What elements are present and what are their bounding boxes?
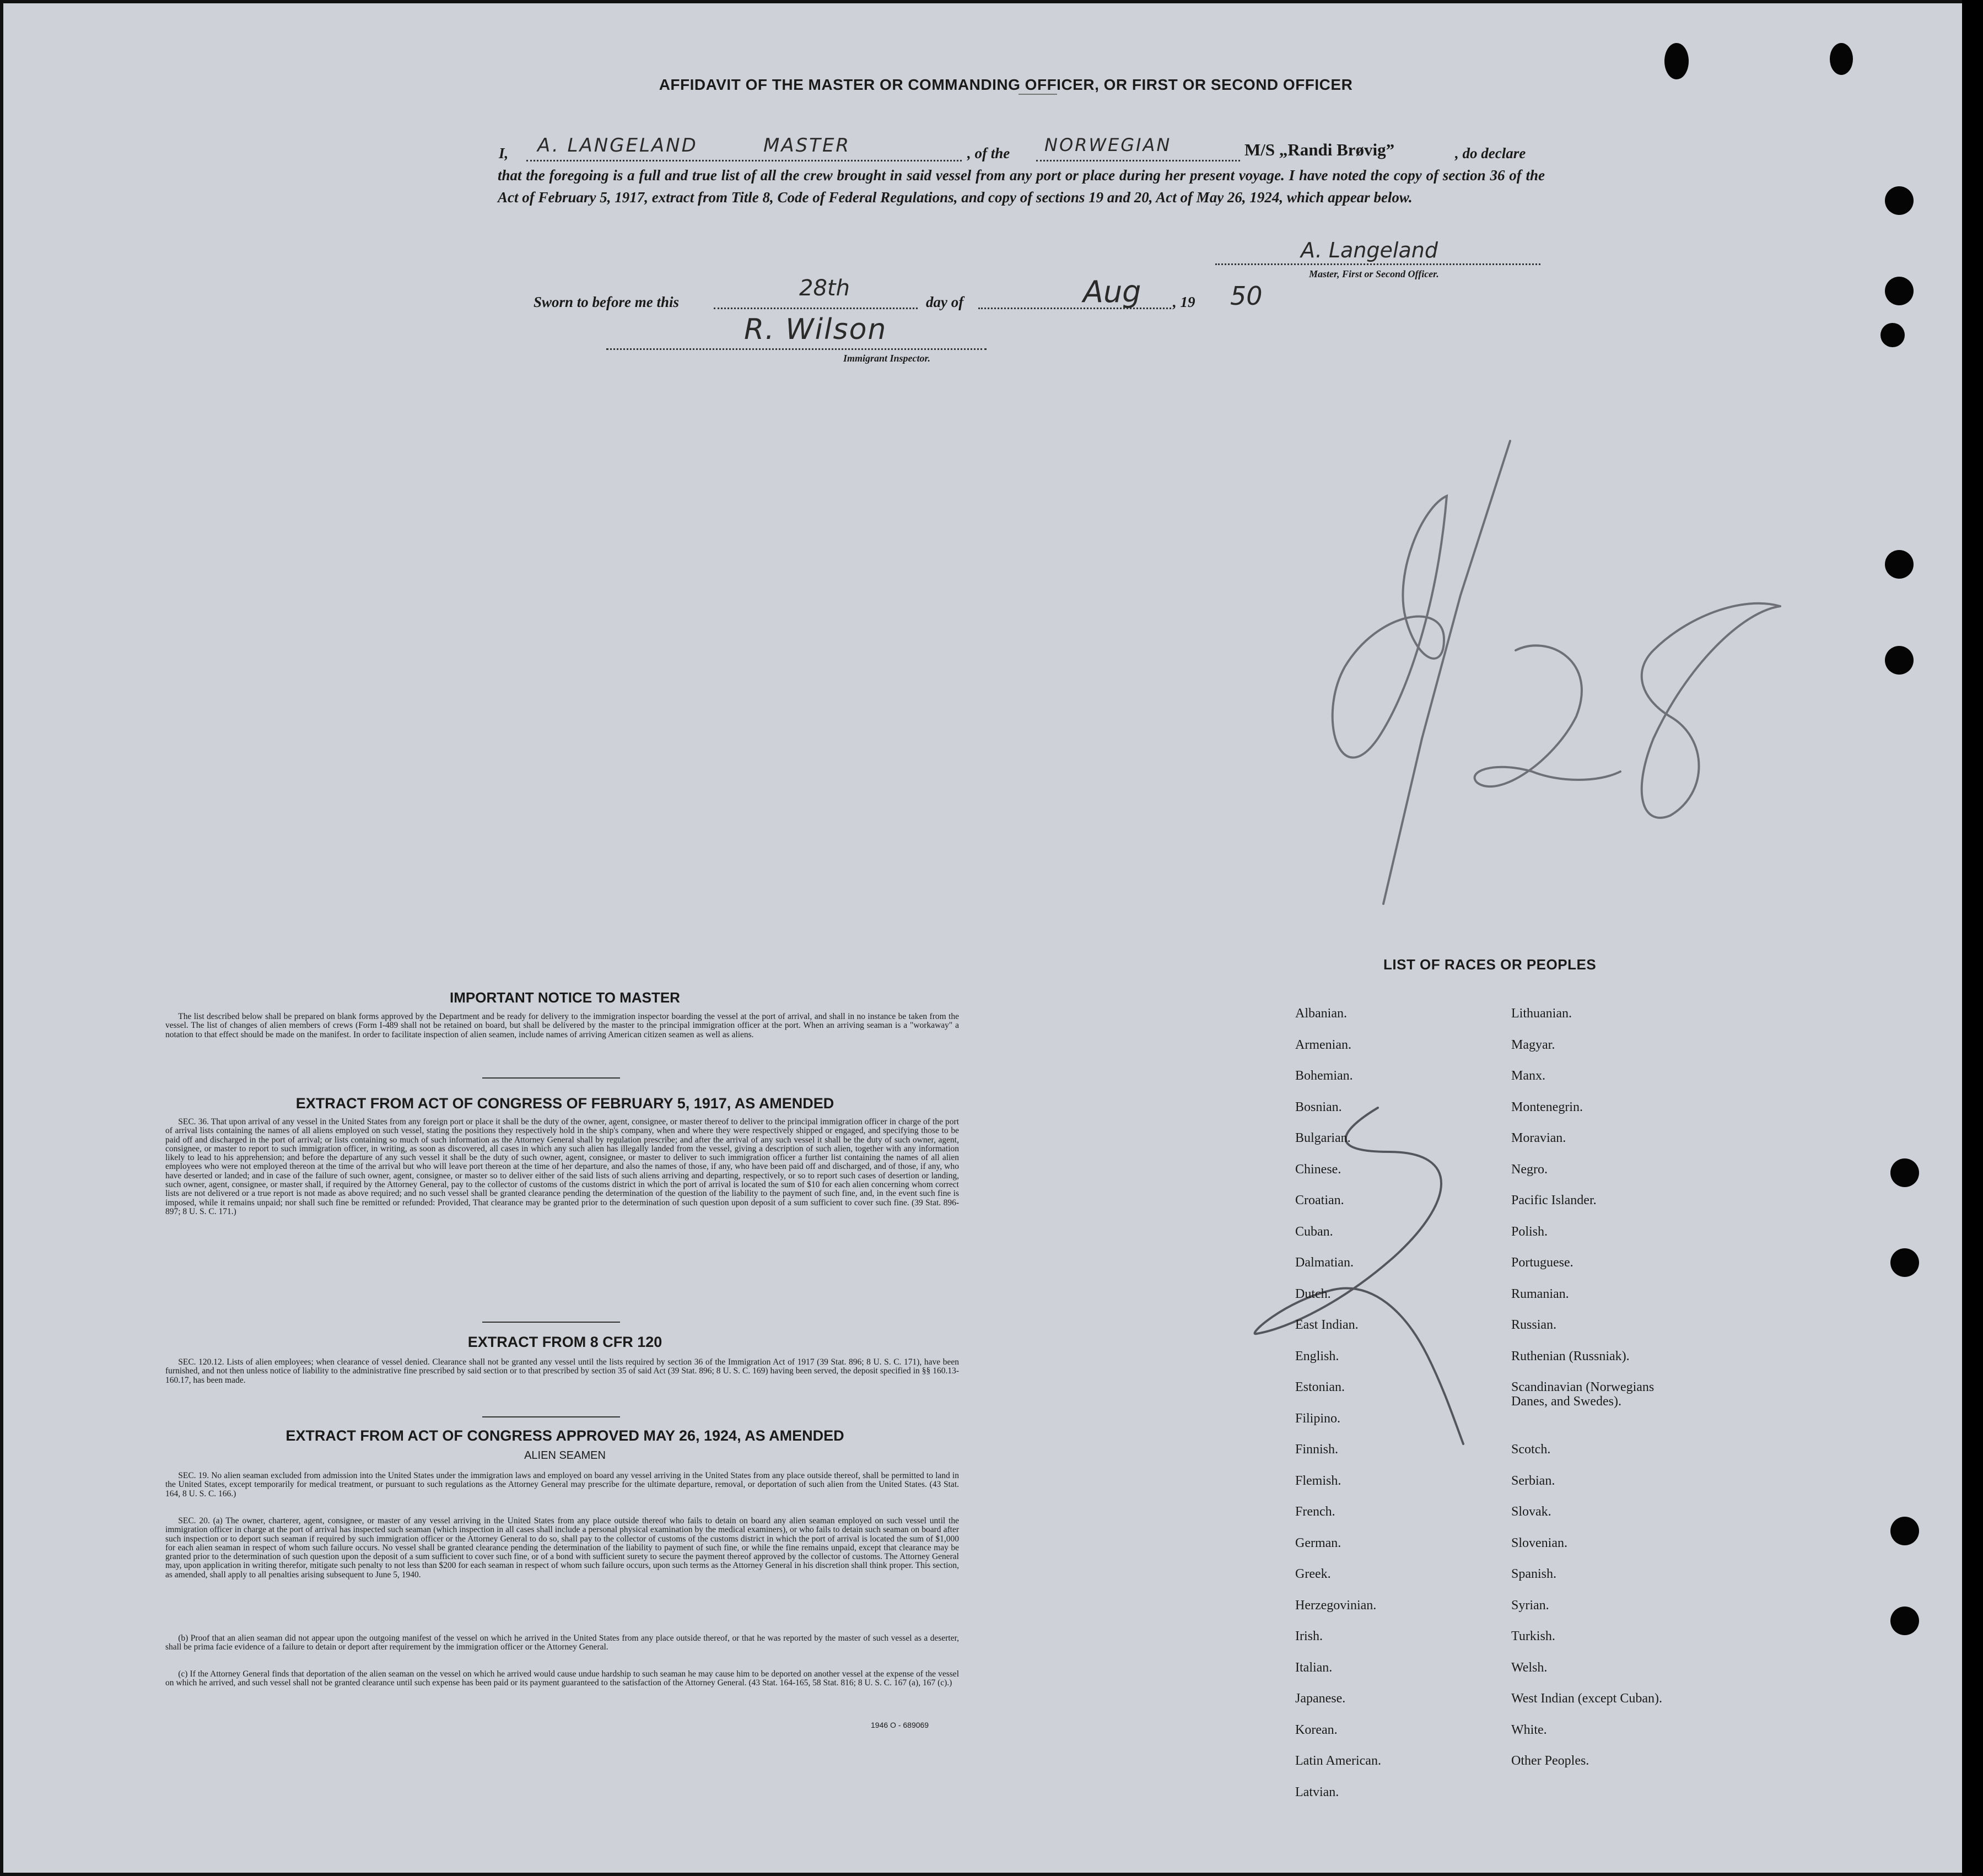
race-item: Albanian. <box>1295 1006 1347 1021</box>
rank-handwritten: MASTER <box>763 134 851 157</box>
extract-cfr-text: SEC. 120.12. Lists of alien employees; when clearance of vessel denied. Clearance shall not be granted any vessel until the lists required by section 36 of the Immigration Act of 1917 (39 Stat. 896; 8 U. S. C. 171), have been furnished, and not then unless notice of liability to the administrative fine prescribed by said section or to that prescribed by section 35 of said Act (39 Stat. 896; 8 U. S. C. 169) having been served, the deposit specified in §§ 160.13-160.17, has been made. <box>165 1357 959 1385</box>
decl-of-the: , of the <box>967 145 1010 161</box>
race-item: Italian. <box>1295 1660 1333 1675</box>
race-item: Estonian. <box>1295 1380 1345 1394</box>
race-item: Moravian. <box>1511 1131 1566 1145</box>
punch-hole <box>1890 1248 1919 1277</box>
race-item: Herzegovinian. <box>1295 1598 1377 1613</box>
race-item: Montenegrin. <box>1511 1099 1583 1114</box>
extract1924-subtitle: ALIEN SEAMEN <box>524 1449 606 1462</box>
extract-cfr-rule <box>482 1416 620 1417</box>
race-item: Portuguese. <box>1511 1255 1574 1270</box>
race-item: Japanese. <box>1295 1691 1346 1706</box>
race-item: Finnish. <box>1295 1442 1339 1457</box>
race-item: Dutch. <box>1295 1286 1331 1301</box>
race-item: English. <box>1295 1349 1339 1363</box>
extract1924-sec20c: (c) If the Attorney General finds that deportation of the alien seaman on the vessel on which he arrived would cause undue hardship to such seaman he may cause him to be deported on another vessel at the expense of the vessel on which he arrived, and such vessel shall not be granted clearance until such expense has been paid or its payment guaranteed to the satisfaction of the Attorney General. (43 Stat. 164-165, 58 Stat. 816; 8 U. S. C. 167 (a), 167 (c).) <box>165 1669 959 1688</box>
race-item: Flemish. <box>1295 1473 1341 1488</box>
pencil-date-annotation <box>1312 423 1808 926</box>
race-item: Korean. <box>1295 1722 1338 1737</box>
race-item: Turkish. <box>1511 1629 1555 1643</box>
inspector-dotline <box>606 348 987 350</box>
master-name-handwritten: A. LANGELAND <box>537 134 698 157</box>
race-item: Rumanian. <box>1511 1286 1569 1301</box>
punch-hole <box>1880 323 1905 347</box>
extract1924-sec20a: SEC. 20. (a) The owner, charterer, agent, consignee, or master of any vessel arriving in the United States from any place outside thereof who fails to detain on board any alien seaman employed on such vessel until the immigration officer in charge at the port of arrival has inspected such seaman (which inspection in all cases shall include a personal physical examination by the medical examiners), or who fails to detain such seaman on board after such inspection or to deport such seaman if required by such immigration officer or the Attorney General to do so, shall pay to the collector of customs of the customs district in which the port of arrival is located the sum of $1,000 for each alien seaman in respect of whom such failure occurs. No vessel shall be granted clearance pending the determination of the liability to payment of such fine, or while the fine remains unpaid, except that clearance may be granted prior to the determination of such question upon the deposit of a sum sufficient to cover such fine, or of a bond with sufficient surety to secure the payment thereof approved by the collector of customs. The Attorney General may, upon application in writing therefor, mitigate such penalty to not less than $200 for each seaman in respect of whom such failure occurs, upon such terms as the Attorney General in his discretion shall think proper. This section, as amended, shall apply to all penalties arising subsequent to June 5, 1940. <box>165 1516 959 1579</box>
race-item: Magyar. <box>1511 1037 1555 1052</box>
race-item: Bosnian. <box>1295 1099 1342 1114</box>
extract1917-rule <box>482 1322 620 1323</box>
race-item: Pacific Islander. <box>1511 1193 1597 1207</box>
scan-edge <box>1962 0 1983 1876</box>
punch-hole <box>1885 186 1914 215</box>
year-prefix: , 19 <box>1173 294 1195 310</box>
race-item: Ruthenian (Russniak). <box>1511 1349 1630 1363</box>
decl-dotline-2 <box>1036 160 1240 161</box>
race-item: Russian. <box>1511 1318 1557 1332</box>
race-item: Latin American. <box>1295 1754 1381 1768</box>
margin-mark <box>1019 94 1057 95</box>
race-item: Scandinavian (Norwegians Danes, and Swedes). <box>1511 1380 1655 1409</box>
race-item: Polish. <box>1511 1224 1548 1239</box>
race-item: West Indian (except Cuban). <box>1511 1691 1662 1706</box>
race-item: East Indian. <box>1295 1318 1359 1332</box>
punch-hole <box>1830 43 1853 75</box>
decl-prefix: I, <box>499 145 509 161</box>
vessel-name: M/S „Randi Brøvig” <box>1244 140 1395 159</box>
sworn-dotline-day <box>714 308 918 309</box>
notice-rule <box>482 1077 620 1079</box>
pencil-number-annotation <box>1251 1084 1472 1449</box>
nationality-handwritten: NORWEGIAN <box>1044 134 1172 155</box>
race-item: Greek. <box>1295 1567 1331 1581</box>
master-signature: A. Langeland <box>1301 238 1438 262</box>
races-title: LIST OF RACES OR PEOPLES <box>1383 956 1597 973</box>
inspector-signature: R. Wilson <box>744 313 887 346</box>
extract-cfr-title: EXTRACT FROM 8 CFR 120 <box>467 1334 662 1350</box>
decl-dotline-1 <box>526 160 962 161</box>
race-item: Filipino. <box>1295 1411 1341 1426</box>
race-item: Croatian. <box>1295 1193 1344 1207</box>
race-item: Bulgarian. <box>1295 1131 1351 1145</box>
print-code: 1946 O - 689069 <box>871 1721 929 1729</box>
race-item: French. <box>1295 1505 1335 1519</box>
race-item: Negro. <box>1511 1162 1548 1177</box>
notice-text: The list described below shall be prepared on blank forms approved by the Department and be ready for delivery to the immigration inspector boarding the vessel at the port of arrival, and shall in no instance be taken from the vessel. The list of changes of alien members of crews (Form I-489 shall not be retained on board, but shall be delivered by the master to the principal immigration officer at the port. When an arriving seaman is a "workaway" a notation to that effect should be made on the manifest. In order to facilitate inspection of alien seamen, include names of arriving American citizen seamen as well as aliens. <box>165 1012 959 1039</box>
race-item: Slovak. <box>1511 1505 1551 1519</box>
extract1917-title: EXTRACT FROM ACT OF CONGRESS OF FEBRUARY 5, 1917, AS AMENDED <box>295 1095 834 1112</box>
race-item: Dalmatian. <box>1295 1255 1354 1270</box>
big-date-text: 8/28 <box>1312 423 1328 432</box>
punch-hole <box>1885 277 1914 305</box>
punch-hole <box>1890 1607 1919 1635</box>
day-of-label: day of <box>926 294 964 310</box>
race-item: Armenian. <box>1295 1037 1351 1052</box>
notice-title: IMPORTANT NOTICE TO MASTER <box>450 989 680 1006</box>
race-item: Chinese. <box>1295 1162 1341 1177</box>
race-item: Scotch. <box>1511 1442 1551 1457</box>
race-item: Welsh. <box>1511 1660 1548 1675</box>
race-item: Irish. <box>1295 1629 1323 1643</box>
punch-hole <box>1885 646 1914 675</box>
race-item: Manx. <box>1511 1069 1545 1083</box>
race-item: Other Peoples. <box>1511 1754 1589 1768</box>
extract1924-sec19: SEC. 19. No alien seaman excluded from admission into the United States under the immigration laws and employed on board any vessel arriving in the United States from any place outside thereof, shall be permitted to land in the United States, except temporarily for medical treatment, or pursuant to such regulations as the Attorney General may prescribe for the ultimate departure, removal, or deportation of such alien from the United States. (43 Stat. 164, 8 U. S. C. 166.) <box>165 1471 959 1498</box>
extract1924-sec20b: (b) Proof that an alien seaman did not appear upon the outgoing manifest of the vessel on which he arrived in the United States from any place outside thereof, or that he was reported by the master of such vessel as a deserter, shall be prima facie evidence of a failure to detain or deport after requirement by the immigration officer or the Attorney General. <box>165 1634 959 1652</box>
inspector-caption: Immigrant Inspector. <box>843 353 931 364</box>
punch-hole <box>1890 1517 1919 1545</box>
race-item: White. <box>1511 1722 1547 1737</box>
year-handwritten: 50 <box>1230 281 1263 311</box>
signature-caption: Master, First or Second Officer. <box>1309 268 1439 279</box>
race-item: Slovenian. <box>1511 1535 1567 1550</box>
race-item: Bohemian. <box>1295 1069 1353 1083</box>
sworn-day-handwritten: 28th <box>799 276 850 301</box>
sworn-month-handwritten: Aug <box>1083 274 1141 309</box>
race-item: Spanish. <box>1511 1567 1557 1581</box>
race-item: Lithuanian. <box>1511 1006 1572 1021</box>
race-item: German. <box>1295 1535 1341 1550</box>
affidavit-title: AFFIDAVIT OF THE MASTER OR COMMANDING OFFICER, OR FIRST OR SECOND OFFICER <box>659 76 1353 93</box>
declaration-body: that the foregoing is a full and true list of all the crew brought in said vessel from any port or place during her present voyage. I have noted the copy of section 36 of the Act of February 5, 1917, extract from Title 8, Code of Federal Regulations, and copy of sections 19 and 20, Act of May 26, 1924, which appear below. <box>498 167 1545 206</box>
race-item: Cuban. <box>1295 1224 1333 1239</box>
signature-dotline <box>1215 263 1540 265</box>
sworn-label: Sworn to before me this <box>534 294 680 310</box>
decl-declare: , do declare <box>1455 145 1526 161</box>
side-number-text: 2 <box>1251 1084 1255 1093</box>
race-item: Serbian. <box>1511 1473 1555 1488</box>
extract1917-text: SEC. 36. That upon arrival of any vessel in the United States from any foreign port or place it shall be the duty of the owner, agent, consignee, or master thereof to deliver to the principal immigration officer in charge of the port of arrival lists containing the names of all aliens employed on such vessel, stating the positions they respectively hold in the ship's company, when and where they were respectively shipped or engaged, and specifying those to be paid off and discharged in the port of arrival; or lists containing so much of such information as the Attorney General shall by regulation prescribe; and after the arrival of any such vessel it shall be the duty of such owner, agent, consignee, or master to report to such immigration officer, in writing, as soon as discovered, all cases in which any such alien has illegally landed from the vessel, giving a description of such alien, together with any information likely to lead to his apprehension; and before the departure of any such vessel it shall be the duty of such owner, agent, consignee, or master to deliver to such immigration officer a further list containing the names of all alien employees who were not employed thereon at the time of the arrival but who will leave port thereon at the time of her departure, and also the names of those, if any, who have been paid off and discharged, and of those, if any, who have deserted or landed; and in case of the failure of such owner, agent, consignee, or master so to deliver either of the said lists of such aliens arriving and departing, respectively, or so to report such cases of desertion or landing, such owner, agent, consignee, or master shall, if required by the Attorney General, pay to the collector of customs of the customs district in which the port of arrival is located the sum of $10 for each alien concerning whom correct lists are not delivered or a true report is not made as above required; and no such vessel shall be granted clearance pending the determination of the question of the liability to the payment of such fine, and, in the event such fine is imposed, while it remains unpaid; nor shall such fine be remitted or refunded: Provided, That clearance may be granted prior to the determination of such question upon deposit of a sum sufficient to cover such fine. (39 Stat. 896-897; 8 U. S. C. 171.) <box>165 1117 959 1216</box>
punch-hole <box>1885 550 1914 579</box>
punch-hole <box>1890 1158 1919 1187</box>
punch-hole <box>1664 43 1689 79</box>
sworn-dotline-month <box>978 308 1171 309</box>
extract1924-title: EXTRACT FROM ACT OF CONGRESS APPROVED MAY 26, 1924, AS AMENDED <box>285 1427 844 1444</box>
race-item: Syrian. <box>1511 1598 1549 1613</box>
race-item: Latvian. <box>1295 1785 1339 1799</box>
